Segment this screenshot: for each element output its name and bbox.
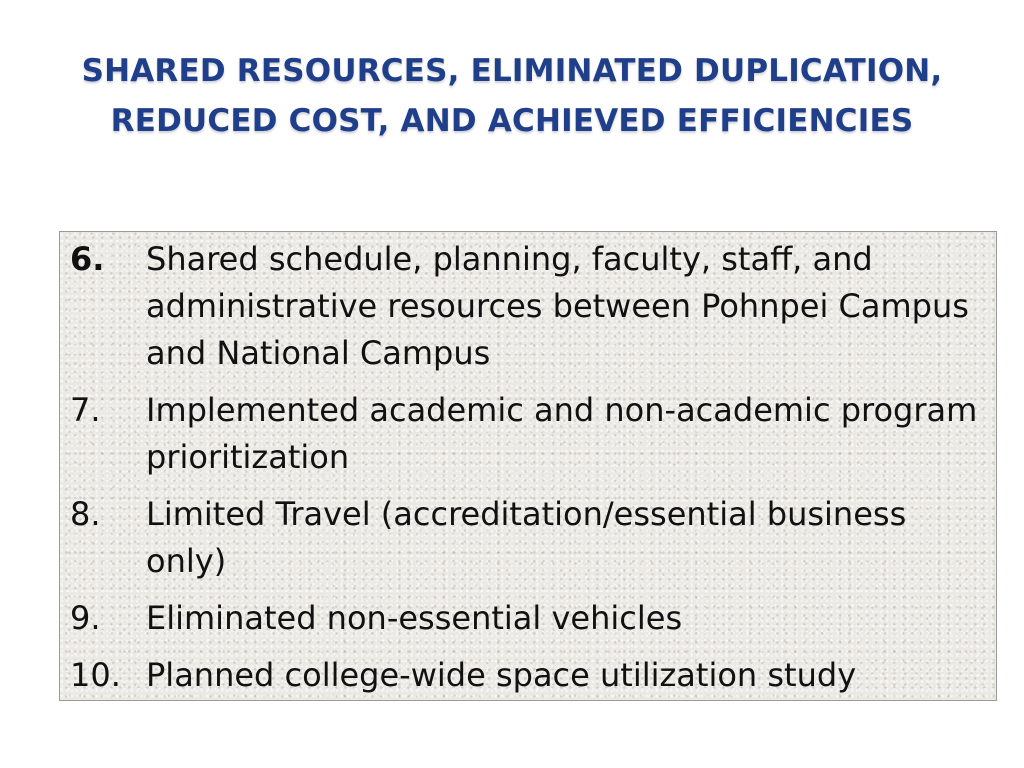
list-item xyxy=(70,236,990,377)
item-number: 9. xyxy=(70,599,101,637)
list-item xyxy=(70,595,990,642)
bullet-list xyxy=(70,236,990,709)
title-line-2: REDUCED COST, AND ACHIEVED EFFICIENCIES xyxy=(110,103,914,139)
content-box xyxy=(59,231,997,701)
list-item xyxy=(70,491,990,585)
list-item xyxy=(70,652,990,699)
slide-title xyxy=(0,46,1024,146)
item-text: Implemented academic and non-academic program prioritization xyxy=(146,391,978,476)
title-line-1: SHARED RESOURCES, ELIMINATED DUPLICATION, xyxy=(81,53,943,89)
item-number: 10. xyxy=(70,656,121,694)
item-text: Limited Travel (accreditation/essential business only) xyxy=(146,495,907,580)
item-text: Eliminated non-essential vehicles xyxy=(146,599,683,637)
item-number: 7. xyxy=(70,391,101,429)
item-text: Planned college-wide space utilization study xyxy=(146,656,857,694)
list-item xyxy=(70,387,990,481)
item-text: Shared schedule, planning, faculty, staff, and administrative resources between Pohnpei Campus and National Campus xyxy=(146,240,969,372)
item-number: 6. xyxy=(70,240,105,278)
item-number: 8. xyxy=(70,495,101,533)
